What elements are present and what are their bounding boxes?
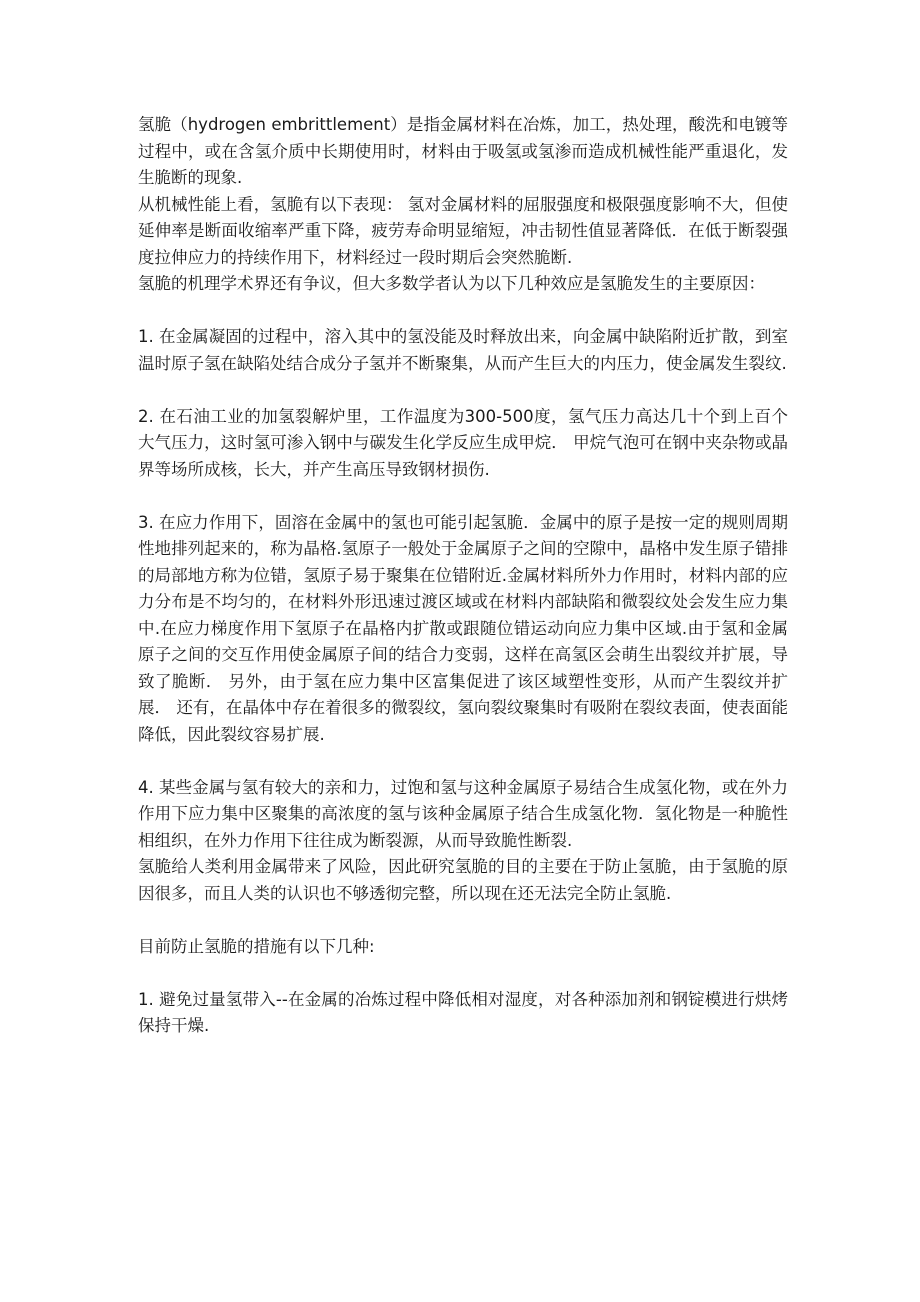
paragraph-definition: 氢脆（hydrogen embrittlement）是指金属材料在冶炼，加工，热处理，酸洗和电镀等过程中，或在含氢介质中长期使用时，材料由于吸氢或氢渗而造成机械性能严重退化，发生脆断的现象. [138,115,788,187]
paragraph-spacer [138,960,788,987]
paragraph-spacer [138,483,788,510]
paragraph-mechanism-intro: 氢脆的机理学术界还有争议，但大多数学者认为以下几种效应是氢脆发生的主要原因： [138,274,765,293]
paragraph-prevention-1: 1. 避免过量氢带入--在金属的冶炼过程中降低相对湿度，对各种添加剂和钢锭模进行烘烤保持干燥. [138,989,788,1035]
paragraph-risk: 氢脆给人类利用金属带来了风险，因此研究氢脆的目的主要在于防止氢脆，由于氢脆的原因很多，而且人类的认识也不够透彻完整，所以现在还无法完全防止氢脆. [138,857,788,903]
paragraph-spacer [138,748,788,775]
paragraph-mechanism-2: 2. 在石油工业的加氢裂解炉里，工作温度为300-500度，氢气压力高达几十个到上百个大气压力，这时氢可渗入钢中与碳发生化学反应生成甲烷． 甲烷气泡可在钢中夹杂物或晶界等场所成核，长大，并产生高压导致钢材损伤. [138,406,788,479]
paragraph-prevention-intro: 目前防止氢脆的措施有以下几种: [138,936,375,956]
paragraph-spacer [138,377,788,404]
paragraph-spacer [138,907,788,934]
paragraph-spacer [138,298,788,325]
paragraph-mechanism-3: 3. 在应力作用下，固溶在金属中的氢也可能引起氢脆．金属中的原子是按一定的规则周期性地排列起来的，称为晶格.氢原子一般处于金属原子之间的空隙中，晶格中发生原子错排的局部地方称为位错，氢原子易于聚集在位错附近.金属材料所外力作用时，材料内部的应力分布是不均匀的，在材料外形迅速过渡区域或在材料内部缺陷和微裂纹处会发生应力集中.在应力梯度作用下氢原子在晶格内扩散或跟随位错运动向应力集中区域.由于氢和金属原子之间的交互作用使金属原子间的结合力变弱，这样在高氢区会萌生出裂纹并扩展，导致了脆断． 另外，由于氢在应力集中区富集促进了该区域塑性变形，从而产生裂纹并扩展． 还有，在晶体中存在着很多的微裂纹，氢向裂纹聚集时有吸附在裂纹表面，使表面能降低，因此裂纹容易扩展. [138,512,788,744]
document-body [138,112,788,1040]
paragraph-mechanism-1: 1. 在金属凝固的过程中，溶入其中的氢没能及时释放出来，向金属中缺陷附近扩散，到室温时原子氢在缺陷处结合成分子氢并不断聚集，从而产生巨大的内压力，使金属发生裂纹. [138,327,788,373]
paragraph-mechanism-4: 4. 某些金属与氢有较大的亲和力，过饱和氢与这种金属原子易结合生成氢化物，或在外力作用下应力集中区聚集的高浓度的氢与该种金属原子结合生成氢化物．氢化物是一种脆性相组织，在外力作用下往往成为断裂源，从而导致脆性断裂. [138,777,788,850]
paragraph-mechanical-properties: 从机械性能上看，氢脆有以下表现： 氢对金属材料的屈服强度和极限强度影响不大，但使延伸率是断面收缩率严重下降，疲劳寿命明显缩短，冲击韧性值显著降低．在低于断裂强度拉伸应力的持续作用下，材料经过一段时期后会突然脆断. [138,194,788,267]
